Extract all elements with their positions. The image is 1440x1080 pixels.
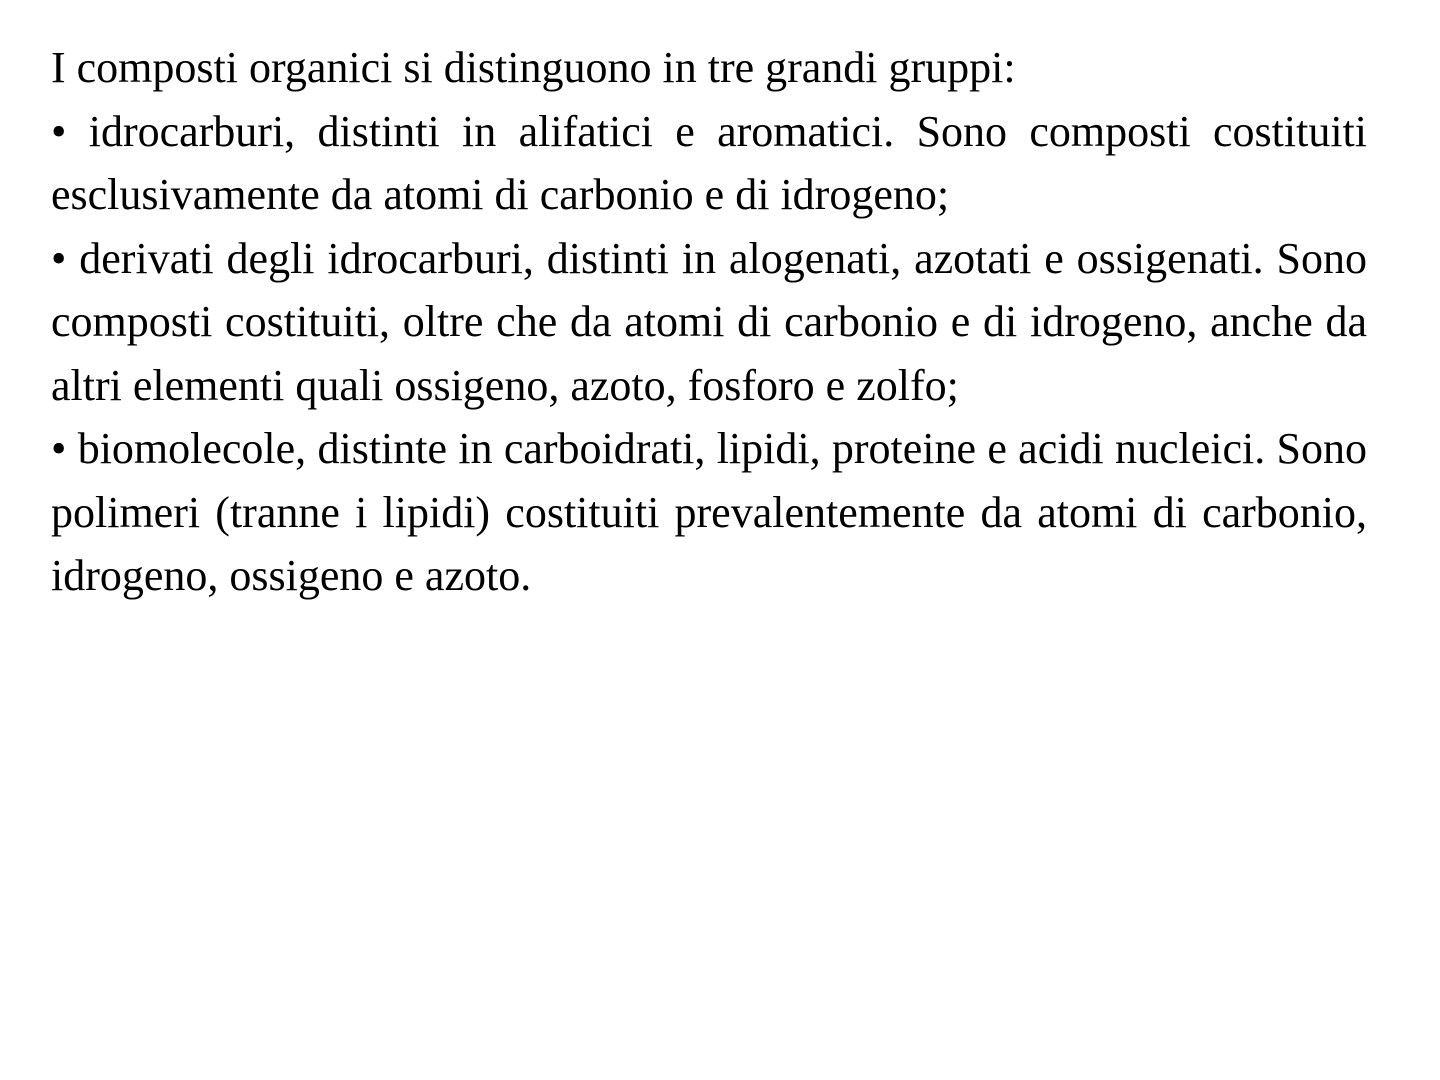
slide-text-body (51, 36, 1367, 608)
intro-paragraph: I composti organici si distinguono in tre grandi gruppi: (51, 43, 1016, 92)
bullet-derivati: • derivati degli idrocarburi, distinti in alogenati, azotati e ossigenati. Sono composti costituiti, oltre che da atomi di carbonio e di idrogeno, anche da altri elementi quali ossigeno, azoto, fosforo e zolfo; (51, 233, 1367, 410)
bullet-biomolecole: • biomolecole, distinte in carboidrati, lipidi, proteine e acidi nucleici. Sono polimeri (tranne i lipidi) costituiti prevalentemente da atomi di carbonio, idrogeno, ossigeno e azoto. (51, 424, 1367, 600)
bullet-idrocarburi: • idrocarburi, distinti in alifatici e aromatici. Sono composti costituiti esclusivamente da atomi di carbonio e di idrogeno; (51, 106, 1367, 219)
